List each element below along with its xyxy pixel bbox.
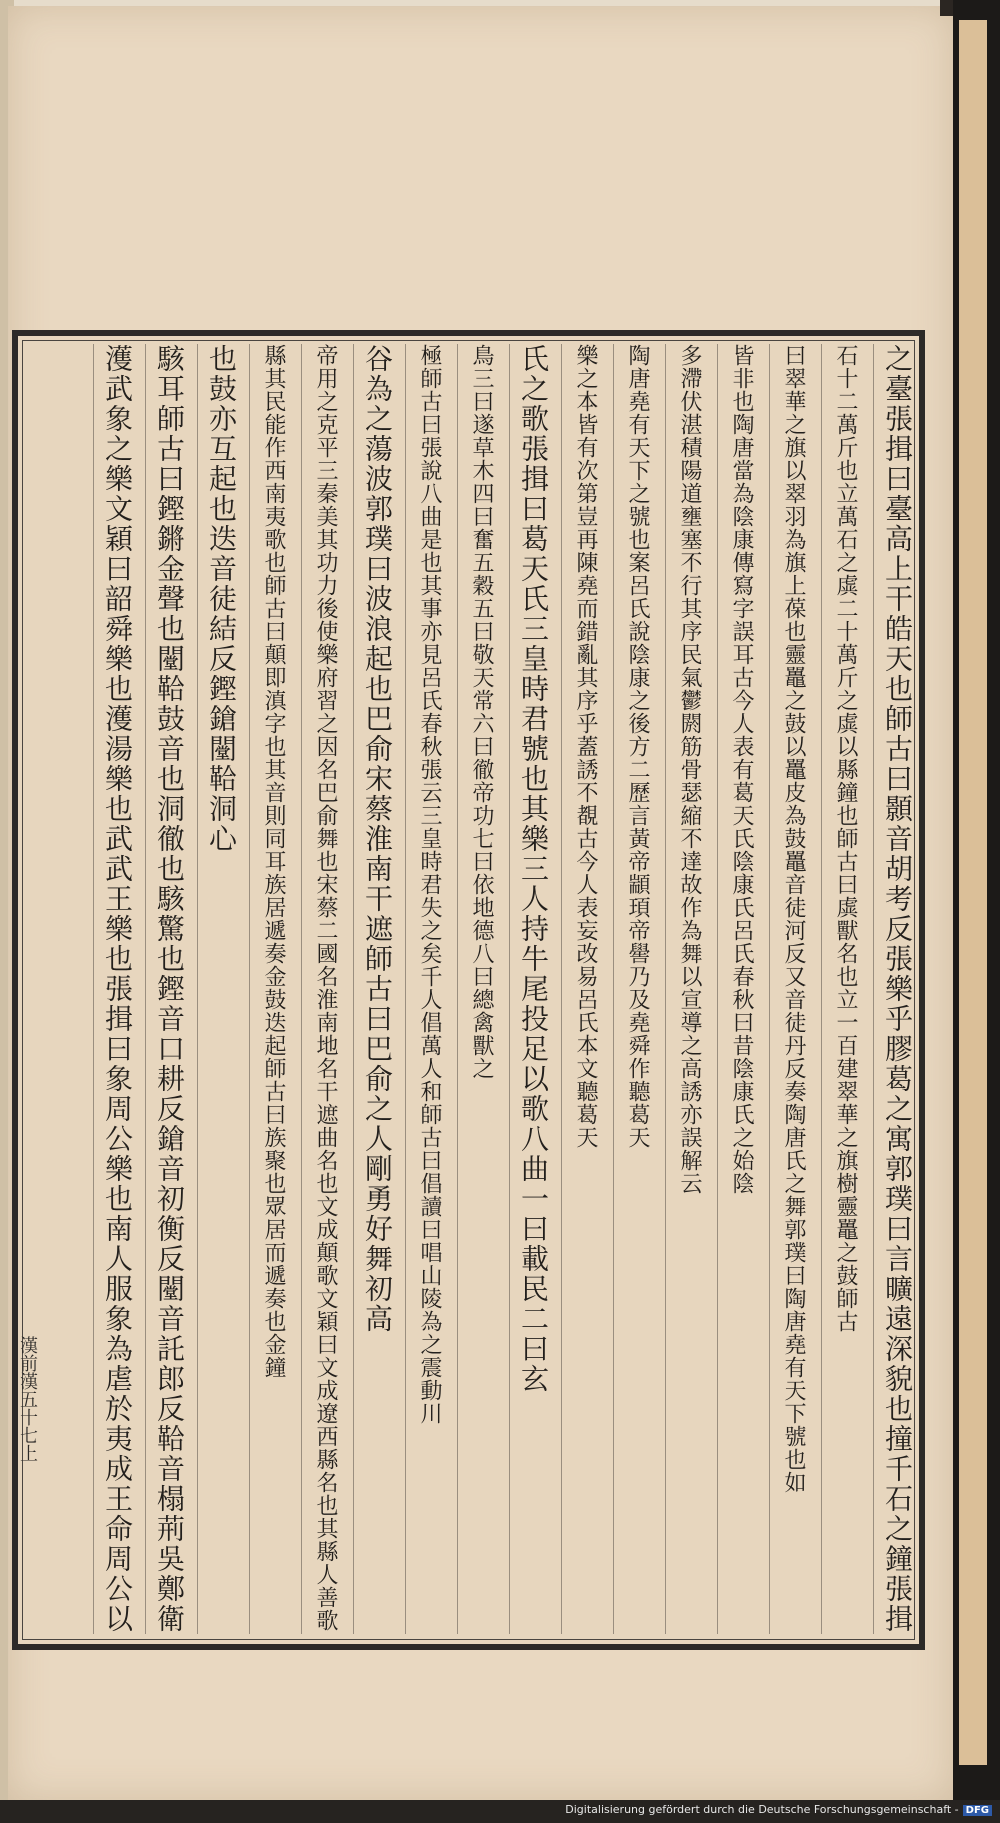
text-column-12: 帝用之克平三秦美其功力後使樂府習之因名巴俞舞也宋蔡二國名淮南地名干遮曲名也文成顛歌文穎曰文成遼西縣名也其縣人善歌 [301, 344, 348, 1634]
dfg-logo: DFG [963, 1805, 992, 1816]
text-column-5: 多滯伏湛積陽道壅塞不行其序民氣鬱閼筋骨瑟縮不達故作為舞以宣導之高誘亦誤解云 [665, 344, 712, 1634]
text-column-1: 之臺張揖曰臺高上干皓天也師古曰顥音胡考反張樂乎膠葛之寓郭璞曰言曠遠深貌也撞千石之鐘張揖 [873, 344, 920, 1634]
text-column-11: 谷為之蕩波郭璞曰波浪起也巴俞宋蔡淮南干遮師古曰巴俞之人剛勇好舞初高 [353, 344, 400, 1634]
text-column-16: 濩武象之樂文穎曰韶舜樂也濩湯樂也武武王樂也張揖曰象周公樂也南人服象為虐於夷成王命周公以 [93, 344, 140, 1634]
digitization-credit [565, 1803, 992, 1816]
book-edge-right [953, 0, 1000, 1823]
margin-note: 漢前漢五十七上 [17, 1336, 38, 1462]
text-column-7: 樂之本皆有次第豈再陳堯而錯亂其序乎蓋誘不覩古今人表妄改易呂氏本文聽葛天 [561, 344, 608, 1634]
next-page-edge [959, 20, 987, 1765]
text-column-3: 曰翠華之旗以翠羽為旗上葆也靈鼉之鼓以鼉皮為鼓鼉音徒河反又音徒丹反奏陶唐氏之舞郭璞曰陶唐堯有天下號也如 [769, 344, 816, 1634]
text-columns [40, 344, 920, 1632]
text-column-8: 氏之歌張揖曰葛天氏三皇時君號也其樂三人持牛尾投足以歌八曲一曰載民二曰玄 [509, 344, 556, 1634]
text-column-4: 皆非也陶唐當為陰康傳寫字誤耳古今人表有葛天氏陰康氏呂氏春秋曰昔陰康氏之始陰 [717, 344, 764, 1634]
text-frame [12, 330, 925, 1650]
text-column-9: 鳥三曰遂草木四曰奮五穀五曰敬天常六曰徹帝功七曰依地德八曰總禽獸之 [457, 344, 504, 1634]
text-column-15: 駭耳師古曰鏗鏘金聲也闛鞈鼓音也洞徹也駭驚也鏗音口耕反鎗音初衡反闛音託郎反鞈音榻荊吳鄭衛 [145, 344, 192, 1634]
text-column-10: 極師古曰張說八曲是也其事亦見呂氏春秋張云三皇時君失之矣千人倡萬人和師古曰倡讀曰唱山陵為之震動川 [405, 344, 452, 1634]
text-column-14: 也鼓亦互起也迭音徒結反鏗鎗闛鞈洞心 [197, 344, 244, 1634]
text-column-2: 石十二萬斤也立萬石之虡二十萬斤之虡以縣鐘也師古曰虡獸名也立一百建翠華之旗樹靈鼉之鼓師古 [821, 344, 868, 1634]
text-column-6: 陶唐堯有天下之號也案呂氏說陰康之後方二歷言黃帝顓頊帝嚳乃及堯舜作聽葛天 [613, 344, 660, 1634]
credit-text: Digitalisierung gefördert durch die Deutsche Forschungsgemeinschaft - [565, 1803, 959, 1816]
text-column-13: 縣其民能作西南夷歌也師古曰顛即滇字也其音則同耳族居遞奏金鼓迭起師古曰族聚也眾居而遞奏也金鐘 [249, 344, 296, 1634]
